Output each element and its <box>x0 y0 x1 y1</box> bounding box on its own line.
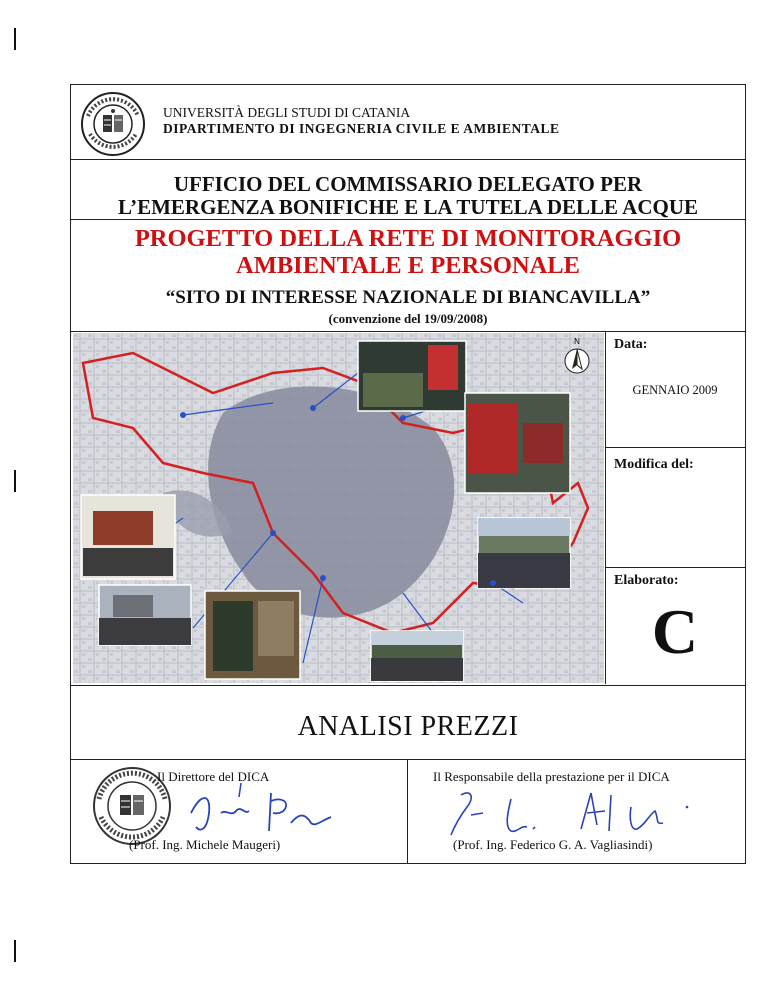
department-name: DIPARTIMENTO DI INGEGNERIA CIVILE E AMBIENTALE <box>163 121 560 136</box>
divider <box>71 759 745 760</box>
north-label: N <box>574 337 580 346</box>
convention-date: (convenzione del 19/09/2008) <box>328 311 488 326</box>
date-label: Data: <box>614 337 648 352</box>
photo-inset <box>205 591 300 679</box>
divider <box>71 159 745 160</box>
divider <box>71 219 745 220</box>
title-block-frame <box>70 84 746 864</box>
photo-inset <box>371 631 463 681</box>
photo-inset <box>358 341 466 411</box>
office-line-1: UFFICIO DEL COMMISSARIO DELEGATO PER <box>173 172 643 196</box>
photo-inset <box>99 585 191 645</box>
scan-mark-top <box>14 28 16 50</box>
site-name: “SITO DI INTERESSE NAZIONALE DI BIANCAVILLA” <box>165 287 651 308</box>
university-seal-icon <box>78 90 148 163</box>
divider <box>71 331 745 332</box>
responsible-name: (Prof. Ing. Federico G. A. Vagliasindi) <box>453 837 653 852</box>
divider <box>71 685 745 686</box>
north-arrow-icon <box>564 337 590 377</box>
divider <box>605 567 746 568</box>
divider <box>407 759 408 863</box>
university-name: UNIVERSITÀ DEGLI STUDI DI CATANIA <box>163 105 411 120</box>
site-map <box>73 333 604 683</box>
header-text <box>163 105 559 137</box>
document-code: C <box>651 596 699 667</box>
date-value: GENNAIO 2009 <box>632 383 718 397</box>
office-line-2: L’EMERGENZA BONIFICHE E LA TUTELA DELLE ACQUE <box>118 195 698 219</box>
director-role: Il Direttore del DICA <box>157 769 270 784</box>
director-name: (Prof. Ing. Michele Maugeri) <box>129 837 281 852</box>
document-label: Elaborato: <box>614 573 679 588</box>
project-title-line-2: AMBIENTALE E PERSONALE <box>236 252 580 279</box>
scan-mark-middle <box>14 470 16 492</box>
scan-mark-bottom <box>14 940 16 962</box>
photo-inset <box>81 495 175 579</box>
photo-inset <box>465 393 570 493</box>
document-title: ANALISI PREZZI <box>297 711 519 742</box>
responsible-role: Il Responsabile della prestazione per il DICA <box>433 769 670 784</box>
photo-inset <box>478 518 570 588</box>
divider <box>605 447 746 448</box>
modified-label: Modifica del: <box>614 457 694 472</box>
project-title-line-1: PROGETTO DELLA RETE DI MONITORAGGIO <box>134 225 682 252</box>
